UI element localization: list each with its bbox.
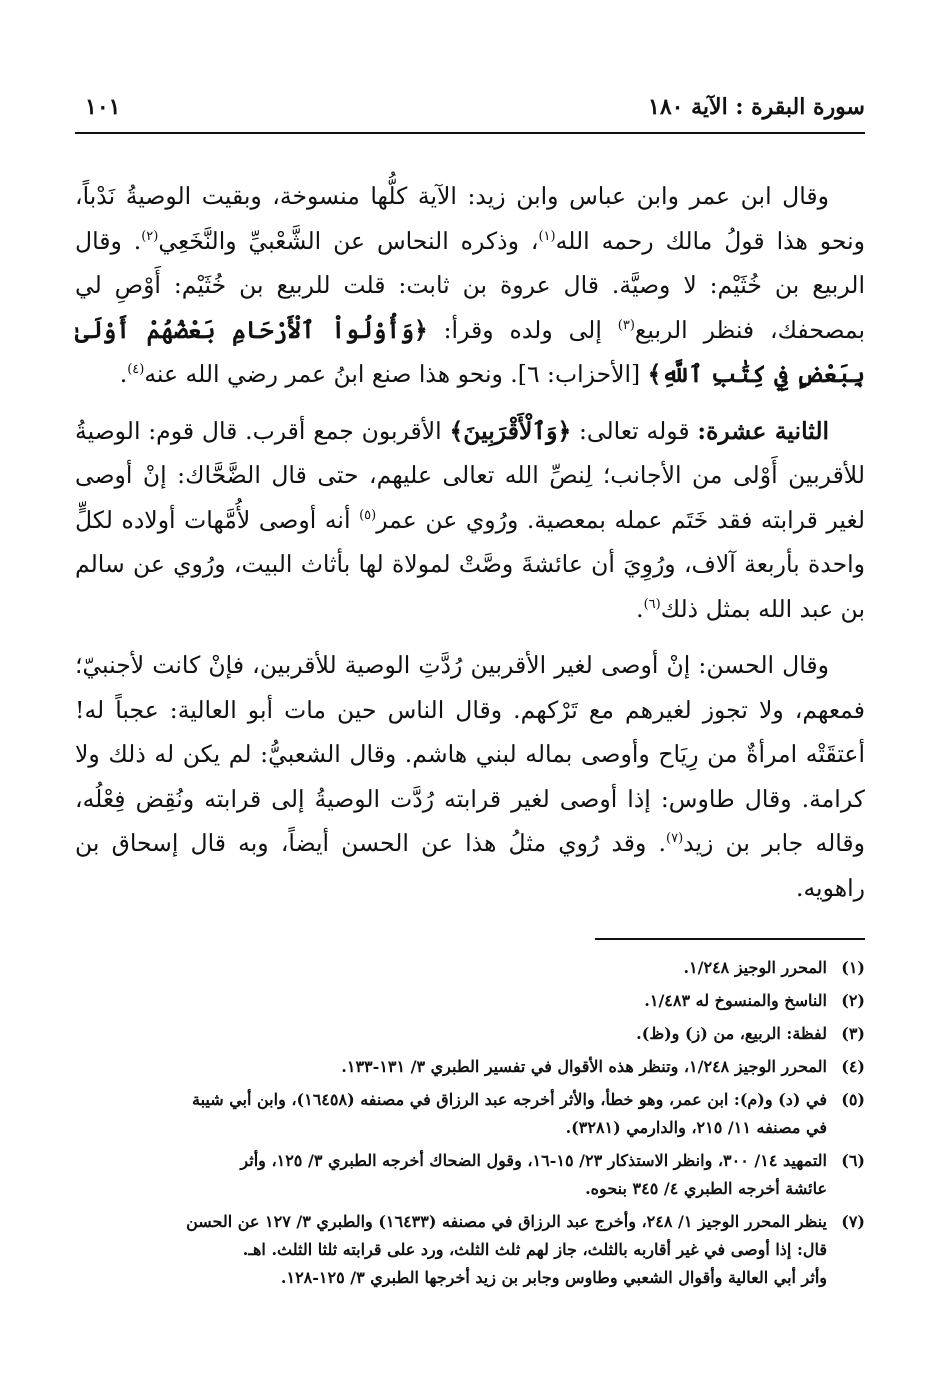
footnote-item: [75, 1020, 865, 1048]
footnote-item: [75, 1086, 865, 1142]
footnote-line: الناسخ والمنسوخ له ١/٤٨٣.: [644, 991, 827, 1010]
text-segment: .: [636, 594, 644, 623]
footnote-item: [75, 987, 865, 1015]
footnote-item: [75, 1053, 865, 1081]
footnote-ref: (٤): [127, 362, 145, 378]
footnote-number: (٣): [841, 1024, 865, 1043]
footnote-number: (١): [841, 958, 865, 977]
footnote-ref: (٧): [666, 831, 684, 847]
footnote-line: المحرر الوجيز ١/٢٤٨.: [683, 958, 827, 977]
footnotes: [75, 954, 865, 1292]
footnote-line: المحرر الوجيز ١/٢٤٨، وتنظر هذه الأقوال في تفسير الطبري ٣/ ١٣١-١٣٣.: [341, 1057, 827, 1076]
footnote-text: [75, 987, 827, 1015]
footnote-text: [75, 954, 827, 982]
footnote-line: في مصنفه ١١/ ٢١٥، والدارمي (٣٢٨١).: [565, 1118, 827, 1137]
text-segment: . وقد رُوي مثلُ هذا عن الحسن أيضاً، وبه قال إسحاق بن راهويه.: [75, 829, 865, 902]
footnote-text: [75, 1020, 827, 1048]
text-segment: وقال ابن عمر وابن عباس وابن زيد: الآية كلُّها منسوخة، وبقيت الوصيةُ نَدْباً، ونحو هذا قولُ مالك رحمه الله: [75, 182, 865, 255]
footnote-line: وأثر أبي العالية وأقوال الشعبي وطاوس وجابر بن زيد أخرجها الطبري ٣/ ١٢٥-١٢٨.: [280, 1268, 827, 1287]
footnote-number: (٧): [841, 1212, 865, 1231]
book-page: [75, 88, 865, 1358]
footnote-line: في (د) و(م): ابن عمر، وهو خطأ، والأثر أخرجه عبد الرزاق في مصنفه (١٦٤٥٨)، وابن أبي شيبة: [191, 1090, 827, 1109]
page-number: ١٠١: [85, 94, 121, 120]
text-segment: الأقربون جمع أقرب. قال قوم: الوصيةُ للأقربين أَوْلى من الأجانب؛ لِنصِّ الله تعالى عليهم، حتى قال الضَّحَّاك: إنْ أوصى لغير قرابته فقد خَتَم عمله بمعصية. ورُوي عن عمر: [75, 416, 865, 534]
section-heading: الثانية عشرة:: [697, 416, 830, 445]
text-segment: ، وذكره النحاس عن الشَّعْبيِّ والنَّخَعِي: [158, 226, 539, 255]
text-segment: [الأحزاب: ٦]. ونحو هذا صنع ابنُ عمر رضي الله عنه: [144, 360, 648, 388]
paragraph-3: [75, 643, 865, 910]
text-segment: وقال الحسن: إنْ أوصى لغير الأقربين رُدَّتِ الوصية للأقربين، فإنْ كانت لأجنبيّ؛ فمعهم، ولا تجوز لغيرهم مع تَرْكهم. وقال الناس حين مات أبو العالية: عجباً له! أعتقَتْه امرأةٌ من رِيَاح وأوصى بماله لبني هاشم. وقال الشعبيُّ: لم يكن له ذلك ولا كرامة. وقال طاوس: إذا أوصى لغير قرابته رُدَّت الوصيةُ إلى قرابته ونُقِض فِعْلُه، وقاله جابر بن زيد: [75, 651, 865, 857]
footnote-item: [75, 1208, 865, 1292]
footnote-number: (٢): [841, 991, 865, 1010]
surah-title: سورة البقرة : الآية ١٨٠: [648, 94, 865, 120]
paragraph-1: [75, 174, 865, 397]
footnote-ref: (٦): [643, 596, 661, 612]
footnote-line: التمهيد ١٤/ ٣٠٠، وانظر الاستذكار ٢٣/ ١٥-١٦، وقول الضحاك أخرجه الطبري ٣/ ١٢٥، وأثر: [240, 1151, 827, 1170]
quran-verse: ﴿وَٱلْأَقْرَبِينَ﴾: [449, 416, 572, 445]
footnote-line: ينظر المحرر الوجيز ١/ ٢٤٨، وأخرج عبد الرزاق في مصنفه (١٦٤٣٣) والطبري ٣/ ١٢٧ عن الحسن: [186, 1212, 827, 1231]
footnote-number: (٤): [841, 1057, 865, 1076]
footnote-item: [75, 1147, 865, 1203]
footnote-ref: (٢): [141, 228, 159, 244]
footnote-line: لفظة: الربيع، من (ز) و(ظ).: [636, 1024, 827, 1043]
footnote-line: قال: إذا أوصى في غير أقاربه بالثلث، جاز لهم ثلث الثلث، ورد على قرابته ثلثا الثلث. اهـ.: [242, 1240, 827, 1259]
text-segment: .: [119, 360, 128, 388]
footnote-ref: (١): [538, 228, 556, 244]
footnote-separator: [595, 938, 865, 940]
main-text: [75, 174, 865, 910]
quran-verse: ﴿وَأُوْلُواْ ٱلْأَرْحَامِ بَعْضُهُمْ أَوْلَىٰ بِبَعْضٍ فِي كِتَٰبِ ٱللَّهِ﴾: [75, 315, 865, 388]
paragraph-2: [75, 409, 865, 632]
footnote-line: عائشة أخرجه الطبري ٤/ ٣٤٥ بنحوه.: [585, 1179, 827, 1198]
footnote-text: [75, 1147, 827, 1203]
text-segment: . وقال الربيع بن خُثَيْم: لا وصيَّة. قال عروة بن ثابت: قلت للربيع بن خُثَيْم: أَوْصِ لي بمصحفك، فنظر الربيع: [75, 226, 865, 344]
footnote-item: [75, 954, 865, 982]
text-segment: إلى ولده وقرأ:: [427, 315, 618, 344]
footnote-number: (٥): [841, 1090, 865, 1109]
footnote-text: [75, 1053, 827, 1081]
footnote-number: (٦): [841, 1151, 865, 1170]
footnote-ref: (٥): [359, 507, 377, 523]
text-segment: قوله تعالى:: [571, 416, 698, 445]
footnote-text: [75, 1208, 827, 1292]
footnote-text: [75, 1086, 827, 1142]
running-header: [75, 88, 865, 134]
text-segment: أنه أوصى لأُمَّهات أولاده لكلٍّ واحدة بأربعة آلاف، ورُوِيَ أن عائشةَ وصَّتْ لمولاة لها بأثاث البيت، ورُوي عن سالم بن عبد الله بمثل ذلك: [75, 505, 865, 623]
footnote-ref: (٣): [617, 317, 635, 333]
